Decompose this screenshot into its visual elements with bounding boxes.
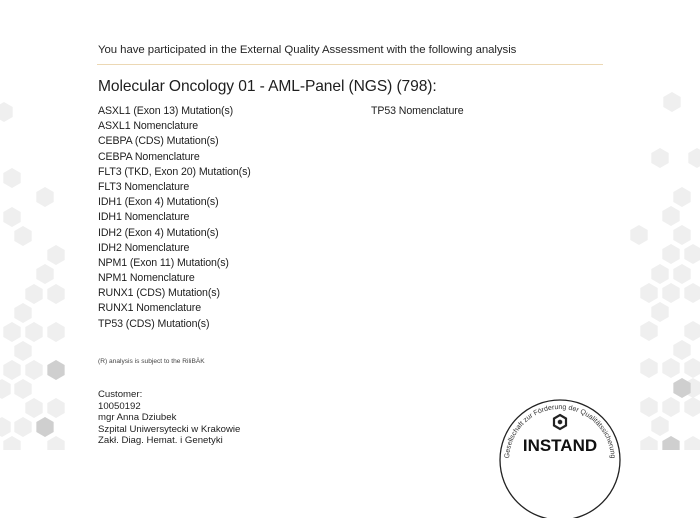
customer-label: Customer: — [98, 389, 143, 400]
intro-text: You have participated in the External Quality Assessment with the following analysis — [98, 44, 517, 56]
analysis-item: IDH1 Nomenclature — [98, 211, 190, 224]
panel-title: Molecular Oncology 01 - AML-Panel (NGS) (798): — [98, 78, 437, 95]
analysis-item: TP53 Nomenclature — [371, 105, 464, 117]
analysis-list-column-1 — [98, 104, 251, 332]
analysis-item: CEBPA (CDS) Mutation(s) — [98, 135, 219, 148]
analysis-item: RUNX1 (CDS) Mutation(s) — [98, 287, 220, 300]
analysis-item: IDH2 (Exon 4) Mutation(s) — [98, 226, 219, 239]
analysis-list-column-2 — [371, 104, 464, 119]
analysis-item: IDH2 Nomenclature — [98, 241, 190, 254]
analysis-item: ASXL1 (Exon 13) Mutation(s) — [98, 105, 234, 117]
customer-id: 10050192 — [98, 400, 141, 412]
customer-department: Zakł. Diag. Hemat. i Genetyki — [98, 435, 223, 447]
seal-arc-text: Gesellschaft zur Förderung der Qualitätssicherung — [503, 403, 617, 459]
divider-rule — [97, 64, 603, 65]
customer-name: mgr Anna Dziubek — [98, 412, 177, 424]
analysis-item: TP53 (CDS) Mutation(s) — [98, 317, 210, 330]
customer-institution: Szpital Uniwersytecki w Krakowie — [98, 423, 241, 435]
seal-brand: INSTAND — [522, 436, 598, 455]
rilibak-footnote: (R) analysis is subject to the RiliBÄK — [98, 358, 205, 365]
analysis-item: IDH1 (Exon 4) Mutation(s) — [98, 196, 219, 209]
analysis-item: NPM1 Nomenclature — [98, 272, 195, 285]
instand-seal — [495, 398, 625, 518]
analysis-item: CEBPA Nomenclature — [98, 150, 200, 163]
analysis-item: FLT3 (TKD, Exon 20) Mutation(s) — [98, 165, 251, 178]
analysis-item: RUNX1 Nomenclature — [98, 302, 201, 315]
analysis-item: ASXL1 Nomenclature — [98, 120, 199, 133]
analysis-item: FLT3 Nomenclature — [98, 180, 190, 193]
customer-block — [98, 389, 240, 447]
analysis-item: NPM1 (Exon 11) Mutation(s) — [98, 256, 229, 269]
